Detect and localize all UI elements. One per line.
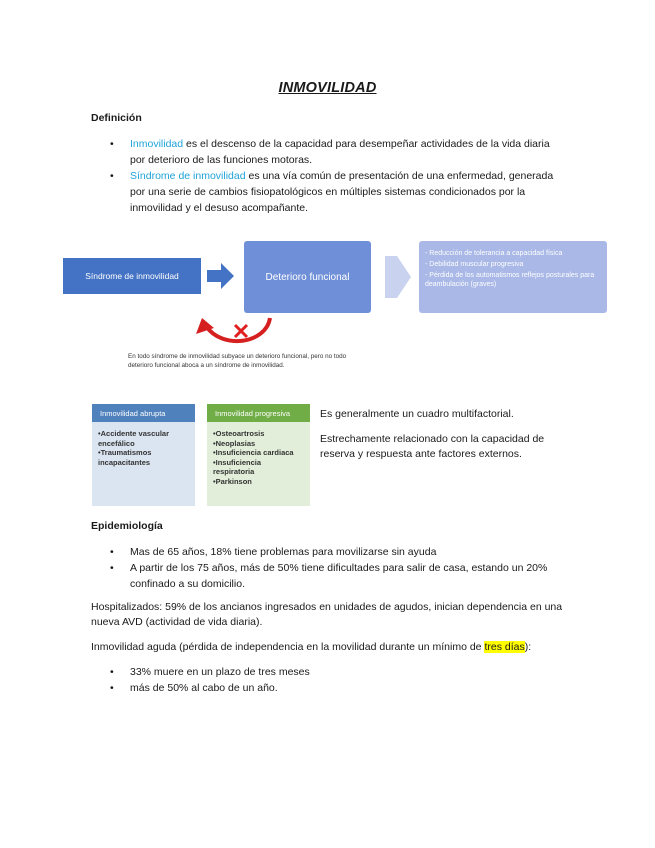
cross-icon: [232, 322, 250, 340]
list-item: • A partir de los 75 años, más de 50% tiene dificultades para salir de casa, estando un 20% confinado a su domicilio.: [110, 562, 548, 590]
definicion-list: [110, 136, 560, 216]
list-item: • 33% muere en un plazo de tres meses: [110, 666, 310, 678]
side-text-multifactorial: Es generalmente un cuadro multifactorial.: [320, 408, 514, 420]
table-item: •Traumatismos incapacitantes: [98, 448, 152, 467]
table-body: [207, 422, 310, 493]
table-header: Inmovilidad progresiva: [207, 404, 310, 422]
epidemiologia-list: [110, 544, 560, 592]
definition-text: es una vía común de presentación de una enfermedad, generada por una serie de cambios fisiopatológicos en múltiples sistemas condicionados por la inmovilidad y el desuso acompañante.: [130, 170, 554, 214]
consecuencia-item: - Reducción de tolerancia a capacidad física: [425, 250, 563, 257]
definition-text: es el descenso de la capacidad para desempeñar actividades de la vida diaria por deterioro de las funciones motoras.: [130, 138, 550, 166]
table-item: •Insuficiencia respiratoria: [213, 457, 262, 476]
consecuencia-item: - Pérdida de los automatismos reflejos posturales para deambulación (graves): [425, 272, 595, 288]
list-item: • Síndrome de inmovilidad es una vía común de presentación de una enfermedad, generada por una serie de cambios fisiopatológicos en múltiples sistemas condicionados por la inmovilidad y el desuso acompañante.: [110, 170, 554, 214]
aguda-list: [110, 664, 560, 696]
highlight-tres-dias: tres días: [484, 641, 525, 653]
chevron-right-icon: [385, 256, 411, 298]
section-heading-definicion: Definición: [91, 112, 142, 124]
paragraph-hospitalizados: Hospitalizados: 59% de los ancianos ingresados en unidades de agudos, inician dependencia en una nueva AVD (actividad de vida diaria).: [91, 601, 563, 628]
table-item: •Parkinson: [213, 476, 252, 486]
paragraph-inmovilidad-aguda: Inmovilidad aguda (pérdida de independencia en la movilidad durante un mínimo de tres días):: [91, 641, 532, 653]
diagram-box-deterioro: Deterioro funcional: [244, 241, 371, 313]
page-title: INMOVILIDAD: [278, 80, 377, 96]
section-heading-epidemiologia: Epidemiología: [91, 520, 163, 532]
term-sindrome: Síndrome de inmovilidad: [130, 170, 246, 182]
diagram-box-sindrome: Síndrome de inmovilidad: [63, 258, 201, 294]
table-item: •Accidente vascular encefálico: [98, 429, 169, 448]
list-item: • Inmovilidad es el descenso de la capacidad para desempeñar actividades de la vida diaria por deterioro de las funciones motoras.: [110, 138, 550, 166]
table-inmovilidad-abrupta: [92, 404, 195, 506]
side-text-reserva: Estrechamente relacionado con la capacidad de reserva y respuesta ante factores externos.: [320, 433, 545, 460]
term-inmovilidad: Inmovilidad: [130, 138, 184, 150]
table-item: •Osteoartrosis: [213, 429, 265, 438]
consecuencia-item: - Debilidad muscular progresiva: [425, 261, 524, 268]
list-item: • más de 50% al cabo de un año.: [110, 682, 278, 694]
table-item: •Neoplasias: [213, 438, 256, 448]
diagram-note: En todo síndrome de inmovilidad subyace un deterioro funcional, pero no todo deterioro funcional aboca a un síndrome de inmovilidad.: [128, 353, 347, 369]
arrow-right-icon: [207, 262, 235, 290]
list-item: • Mas de 65 años, 18% tiene problemas para movilizarse sin ayuda: [110, 546, 437, 558]
diagram-box-consecuencias: [419, 241, 607, 313]
table-body: [92, 422, 195, 474]
table-inmovilidad-progresiva: [207, 404, 310, 506]
table-header: Inmovilidad abrupta: [92, 404, 195, 422]
table-item: •Insuficiencia cardiaca: [213, 448, 294, 457]
